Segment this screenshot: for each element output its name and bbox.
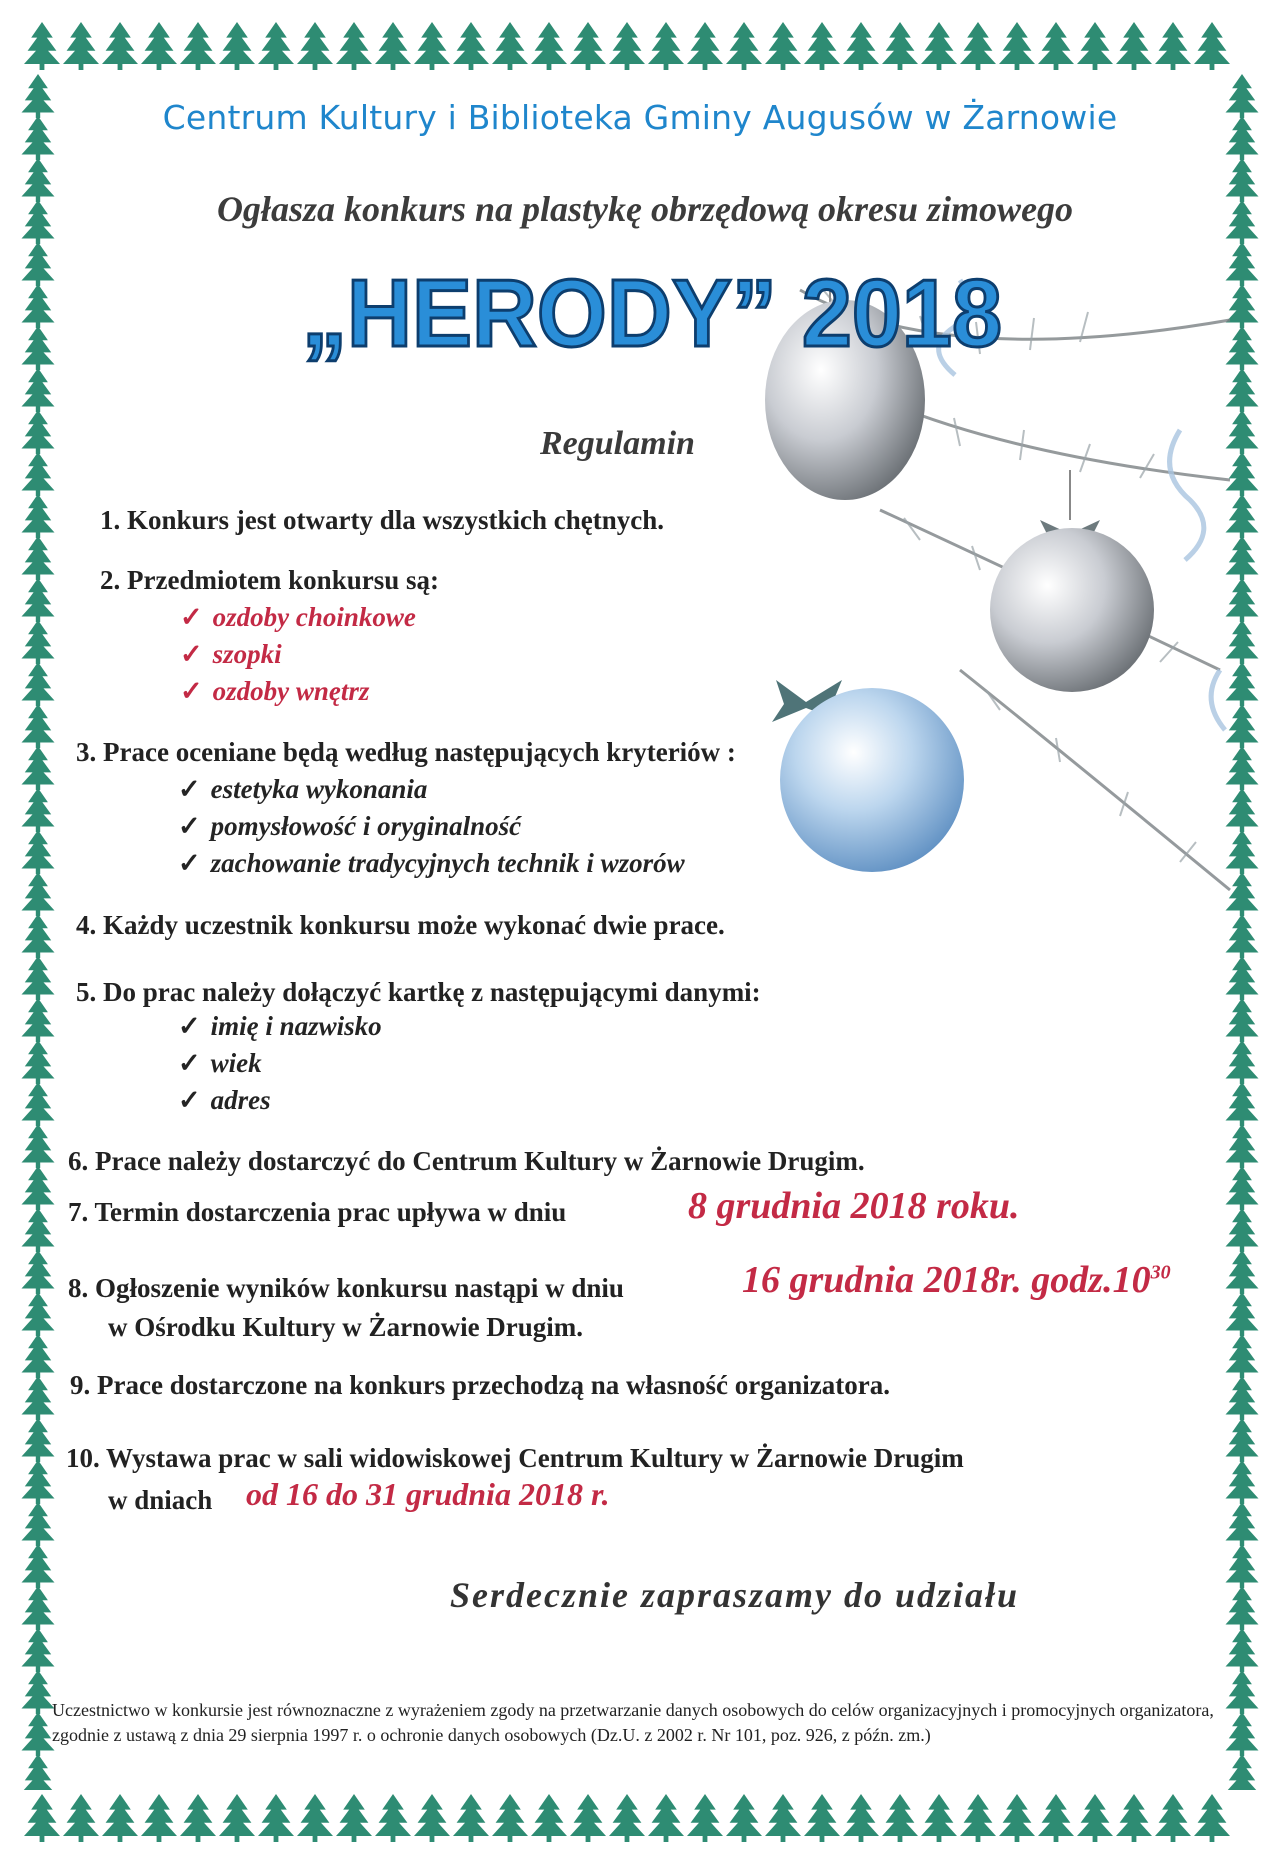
christmas-tree-icon <box>1226 1166 1259 1210</box>
contest-title <box>302 258 1022 368</box>
christmas-tree-icon <box>960 22 996 70</box>
christmas-tree-icon <box>22 410 55 454</box>
rule-8-line2: w Ośrodku Kultury w Żarnowie Drugim. <box>108 1312 584 1342</box>
christmas-tree-icon <box>609 22 645 70</box>
christmas-tree-icon <box>219 1794 255 1842</box>
christmas-tree-icon <box>141 1794 177 1842</box>
rule-3: 3. Prace oceniane będą według następujących kryteriów : <box>76 737 736 767</box>
list-item: ✓ wiek <box>178 1048 262 1078</box>
christmas-tree-icon <box>570 22 606 70</box>
christmas-tree-icon <box>22 326 55 370</box>
christmas-tree-icon <box>22 1124 55 1168</box>
christmas-tree-icon <box>22 158 55 202</box>
christmas-tree-icon <box>24 1794 60 1842</box>
christmas-tree-icon <box>180 22 216 70</box>
list-item: ✓ adres <box>178 1085 271 1115</box>
christmas-tree-icon <box>1155 22 1191 70</box>
check-icon: ✓ <box>178 1048 201 1078</box>
rule-9: 9. Prace dostarczone na konkurs przechodzą na własność organizatora. <box>70 1370 890 1400</box>
christmas-tree-icon <box>648 22 684 70</box>
christmas-tree-icon <box>22 872 55 916</box>
christmas-tree-icon <box>375 22 411 70</box>
border-bottom <box>20 1786 1260 1850</box>
christmas-tree-icon <box>22 1334 55 1378</box>
announcement-subtitle: Ogłasza konkurs na plastykę obrzędową okresu zimowego <box>216 189 1074 229</box>
christmas-tree-icon <box>22 788 55 832</box>
christmas-tree-icon <box>1226 74 1259 118</box>
christmas-tree-icon <box>492 1794 528 1842</box>
border-top <box>20 14 1260 78</box>
christmas-tree-icon <box>1226 1460 1259 1504</box>
exhibition-dates: od 16 do 31 grudnia 2018 r. <box>246 1476 610 1512</box>
christmas-tree-icon <box>22 956 55 1000</box>
christmas-tree-icon <box>1194 1794 1230 1842</box>
christmas-tree-icon <box>22 1376 55 1420</box>
christmas-tree-icon <box>414 22 450 70</box>
christmas-tree-icon <box>1226 1502 1259 1546</box>
christmas-tree-icon <box>297 22 333 70</box>
check-icon: ✓ <box>178 848 201 878</box>
christmas-tree-icon <box>1155 1794 1191 1842</box>
christmas-tree-icon <box>22 998 55 1042</box>
check-icon: ✓ <box>178 811 201 841</box>
christmas-tree-icon <box>1226 158 1259 202</box>
christmas-tree-icon <box>22 1586 55 1630</box>
list-item: ✓ szopki <box>180 639 282 669</box>
christmas-tree-icon <box>804 22 840 70</box>
check-icon: ✓ <box>178 1085 201 1115</box>
christmas-tree-icon <box>22 1418 55 1462</box>
christmas-tree-icon <box>687 22 723 70</box>
christmas-tree-icon <box>22 284 55 328</box>
christmas-tree-icon <box>219 22 255 70</box>
contest-title-text: „HERODY” 2018 <box>302 260 1002 367</box>
christmas-tree-icon <box>22 1628 55 1672</box>
christmas-tree-icon <box>1038 22 1074 70</box>
christmas-tree-icon <box>687 1794 723 1842</box>
christmas-tree-icon <box>22 830 55 874</box>
christmas-tree-icon <box>22 116 55 160</box>
christmas-tree-icon <box>24 22 60 70</box>
rule-8: 8. Ogłoszenie wyników konkursu nastąpi w dniu <box>68 1273 624 1303</box>
christmas-tree-icon <box>1226 1754 1259 1790</box>
christmas-tree-icon <box>336 1794 372 1842</box>
closing-invitation: Serdecznie zapraszamy do udziału <box>450 1575 1020 1615</box>
list-item: ✓ ozdoby wnętrz <box>180 676 370 706</box>
christmas-tree-icon <box>22 1544 55 1588</box>
christmas-tree-icon <box>726 1794 762 1842</box>
rule-2: 2. Przedmiotem konkursu są: <box>100 565 439 595</box>
check-icon: ✓ <box>180 602 203 632</box>
christmas-tree-icon <box>63 1794 99 1842</box>
christmas-tree-icon <box>843 1794 879 1842</box>
rule-1: 1. Konkurs jest otwarty dla wszystkich chętnych. <box>100 505 664 535</box>
christmas-tree-icon <box>102 22 138 70</box>
christmas-tree-icon <box>1226 1124 1259 1168</box>
christmas-tree-icon <box>1038 1794 1074 1842</box>
christmas-tree-icon <box>414 1794 450 1842</box>
christmas-tree-icon <box>22 536 55 580</box>
christmas-tree-icon <box>492 22 528 70</box>
list-item: ✓ pomysłowość i oryginalność <box>178 811 522 841</box>
christmas-tree-icon <box>999 1794 1035 1842</box>
christmas-tree-icon <box>22 662 55 706</box>
christmas-decoration <box>760 250 1240 1130</box>
christmas-tree-icon <box>648 1794 684 1842</box>
christmas-tree-icon <box>22 620 55 664</box>
check-icon: ✓ <box>178 1011 201 1041</box>
christmas-tree-icon <box>22 578 55 622</box>
christmas-tree-icon <box>1226 1712 1259 1756</box>
rule-10: 10. Wystawa prac w sali widowiskowej Centrum Kultury w Żarnowie Drugim <box>66 1443 964 1473</box>
christmas-tree-icon <box>999 22 1035 70</box>
check-icon: ✓ <box>178 774 201 804</box>
christmas-tree-icon <box>1226 1376 1259 1420</box>
christmas-tree-icon <box>22 1460 55 1504</box>
christmas-tree-icon <box>22 1250 55 1294</box>
christmas-tree-icon <box>921 22 957 70</box>
christmas-tree-icon <box>609 1794 645 1842</box>
christmas-tree-icon <box>22 1208 55 1252</box>
rule-7: 7. Termin dostarczenia prac upływa w dniu <box>68 1197 567 1227</box>
rule-4: 4. Każdy uczestnik konkursu może wykonać dwie prace. <box>76 910 725 940</box>
list-item: ✓ ozdoby choinkowe <box>180 602 416 632</box>
christmas-tree-icon <box>1077 1794 1113 1842</box>
christmas-tree-icon <box>22 1166 55 1210</box>
organizer-header: Centrum Kultury i Biblioteka Gminy Augusów w Żarnowie <box>162 98 1118 137</box>
rule-5: 5. Do prac należy dołączyć kartkę z następującymi danymi: <box>76 977 761 1007</box>
christmas-tree-icon <box>453 1794 489 1842</box>
christmas-tree-icon <box>1226 116 1259 160</box>
christmas-tree-icon <box>570 1794 606 1842</box>
rule-10-prefix: w dniach <box>108 1485 213 1515</box>
christmas-tree-icon <box>531 1794 567 1842</box>
christmas-tree-icon <box>22 200 55 244</box>
christmas-tree-icon <box>22 242 55 286</box>
christmas-tree-icon <box>804 1794 840 1842</box>
christmas-tree-icon <box>1226 1334 1259 1378</box>
results-date: 16 grudnia 2018r. $godz.10^{30}$ <box>742 1259 1171 1301</box>
christmas-tree-icon <box>258 1794 294 1842</box>
list-item: ✓ zachowanie tradycyjnych technik i wzorów <box>178 848 685 878</box>
christmas-tree-icon <box>726 22 762 70</box>
deadline-date: 8 grudnia 2018 roku. <box>688 1185 1020 1227</box>
christmas-tree-icon <box>1226 1250 1259 1294</box>
christmas-tree-icon <box>22 914 55 958</box>
christmas-tree-icon <box>22 1670 55 1714</box>
christmas-tree-icon <box>882 1794 918 1842</box>
christmas-tree-icon <box>63 22 99 70</box>
christmas-tree-icon <box>1077 22 1113 70</box>
christmas-tree-icon <box>258 22 294 70</box>
christmas-tree-icon <box>1116 22 1152 70</box>
christmas-tree-icon <box>375 1794 411 1842</box>
christmas-tree-icon <box>1226 1628 1259 1672</box>
list-item: ✓ estetyka wykonania <box>178 774 428 804</box>
christmas-tree-icon <box>141 22 177 70</box>
christmas-tree-icon <box>22 1754 55 1790</box>
christmas-tree-icon <box>180 1794 216 1842</box>
christmas-tree-icon <box>843 22 879 70</box>
christmas-tree-icon <box>22 704 55 748</box>
christmas-tree-icon <box>1226 1670 1259 1714</box>
christmas-tree-icon <box>1194 22 1230 70</box>
christmas-tree-icon <box>1116 1794 1152 1842</box>
christmas-tree-icon <box>102 1794 138 1842</box>
christmas-tree-icon <box>1226 200 1259 244</box>
christmas-tree-icon <box>22 1040 55 1084</box>
check-icon: ✓ <box>180 676 203 706</box>
christmas-tree-icon <box>22 452 55 496</box>
christmas-tree-icon <box>22 1082 55 1126</box>
data-consent-footnote: Uczestnictwo w konkursie jest równoznaczne z wyrażeniem zgody na przetwarzanie danych osobowych do celów organizacyjnych i promocyjnych organizatora, zgodnie z ustawą z dnia 29 sierpnia 1997 r. o ochronie danych osobowych (Dz.U. z 2002 r. Nr 101, poz. 926, z późn. zm.) <box>52 1700 1214 1745</box>
christmas-tree-icon <box>1226 1208 1259 1252</box>
rule-6: 6. Prace należy dostarczyć do Centrum Kultury w Żarnowie Drugim. <box>68 1146 865 1176</box>
christmas-tree-icon <box>1226 1418 1259 1462</box>
christmas-tree-icon <box>765 22 801 70</box>
christmas-tree-icon <box>453 22 489 70</box>
christmas-tree-icon <box>531 22 567 70</box>
christmas-tree-icon <box>1226 1544 1259 1588</box>
christmas-tree-icon <box>765 1794 801 1842</box>
christmas-tree-icon <box>22 746 55 790</box>
christmas-tree-icon <box>882 22 918 70</box>
check-icon: ✓ <box>180 639 203 669</box>
christmas-tree-icon <box>921 1794 957 1842</box>
christmas-tree-icon <box>1226 1292 1259 1336</box>
christmas-tree-icon <box>22 1712 55 1756</box>
christmas-tree-icon <box>1226 1586 1259 1630</box>
list-item: ✓ imię i nazwisko <box>178 1011 382 1041</box>
christmas-tree-icon <box>336 22 372 70</box>
border-left <box>6 70 70 1790</box>
christmas-tree-icon <box>22 74 55 118</box>
christmas-tree-icon <box>22 368 55 412</box>
christmas-tree-icon <box>22 1292 55 1336</box>
christmas-tree-icon <box>960 1794 996 1842</box>
christmas-tree-icon <box>297 1794 333 1842</box>
christmas-tree-icon <box>22 494 55 538</box>
christmas-tree-icon <box>22 1502 55 1546</box>
regulamin-title: Regulamin <box>540 425 695 462</box>
